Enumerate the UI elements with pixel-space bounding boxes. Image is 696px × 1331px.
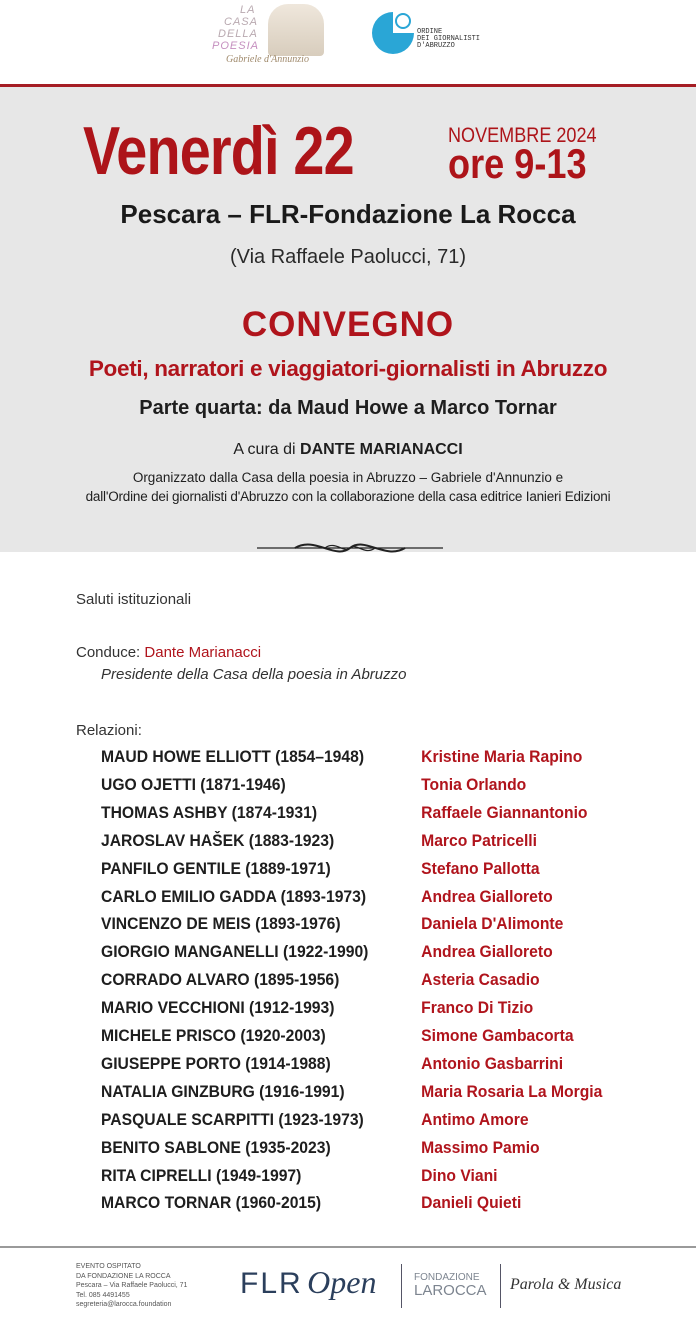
talks-label: Relazioni: bbox=[76, 722, 142, 739]
talk-subject: MICHELE PRISCO (1920-2003) bbox=[101, 1027, 326, 1045]
event-day: Venerdì 22 bbox=[83, 113, 354, 189]
talk-speaker: Maria Rosaria La Morgia bbox=[421, 1082, 603, 1101]
logo-subtitle: Gabriele d'Annunzio bbox=[226, 54, 309, 65]
talk-row bbox=[101, 1082, 603, 1102]
footer-info-line: Tel. 085 4491455 bbox=[76, 1291, 130, 1299]
footer-info-line: Pescara – Via Raffaele Paolucci, 71 bbox=[76, 1282, 188, 1289]
talk-row bbox=[101, 1027, 574, 1046]
talk-row bbox=[101, 803, 588, 823]
event-month-year: NOVEMBRE 2024 bbox=[448, 124, 597, 147]
organizers-line: dall'Ordine dei giornalisti d'Abruzzo con la collaborazione della casa editrice Ianieri Edizioni bbox=[85, 489, 611, 504]
talk-row bbox=[101, 971, 540, 990]
talk-speaker: Andrea Gialloreto bbox=[421, 887, 553, 906]
talk-subject: GIUSEPPE PORTO (1914-1988) bbox=[101, 1054, 331, 1073]
talk-subject: MARCO TORNAR (1960-2015) bbox=[101, 1194, 322, 1213]
host-role: Presidente della Casa della poesia in Abruzzo bbox=[101, 666, 407, 683]
talk-speaker: Dino Viani bbox=[421, 1166, 498, 1185]
talk-speaker: Andrea Gialloreto bbox=[421, 943, 553, 962]
talk-row bbox=[101, 1138, 540, 1158]
talk-row bbox=[101, 1194, 522, 1213]
talk-row bbox=[101, 887, 553, 907]
event-type: CONVEGNO bbox=[241, 305, 455, 344]
talk-speaker: Daniela D'Alimonte bbox=[421, 915, 564, 934]
logo-text: LA bbox=[240, 4, 256, 16]
talk-speaker: Tonia Orlando bbox=[421, 775, 527, 794]
talk-subject: CARLO EMILIO GADDA (1893-1973) bbox=[101, 887, 367, 906]
event-subtitle: Parte quarta: da Maud Howe a Marco Tornar bbox=[139, 397, 557, 419]
talk-subject: UGO OJETTI (1871-1946) bbox=[101, 775, 286, 794]
logo-separator bbox=[401, 1264, 402, 1308]
logo-text: DELLA bbox=[218, 28, 258, 40]
parola-musica-logo: Parola & Musica bbox=[510, 1276, 622, 1293]
flr-open-logo bbox=[240, 1264, 376, 1301]
curator-name: DANTE MARIANACCI bbox=[300, 441, 463, 458]
talk-row bbox=[101, 1166, 498, 1186]
ordine-giornalisti-logo bbox=[372, 12, 502, 57]
talk-row bbox=[101, 915, 564, 934]
talk-row bbox=[101, 943, 553, 962]
event-title: Poeti, narratori e viaggiatori-giornalisti in Abruzzo bbox=[88, 356, 608, 381]
footer-divider bbox=[0, 1246, 696, 1248]
talk-subject: VINCENZO DE MEIS (1893-1976) bbox=[101, 915, 341, 934]
talk-subject: THOMAS ASHBY (1874-1931) bbox=[101, 803, 318, 822]
curator bbox=[0, 441, 696, 459]
logo-text: D'ABRUZZO bbox=[417, 42, 455, 50]
event-address: (Via Raffaele Paolucci, 71) bbox=[229, 246, 467, 268]
fondazione-larocca-logo bbox=[414, 1272, 487, 1299]
curator-prefix: A cura di bbox=[233, 441, 301, 458]
footer-info-line: segreteria@larocca.foundation bbox=[76, 1301, 172, 1308]
talk-speaker: Danieli Quieti bbox=[421, 1194, 522, 1213]
organizers-line: Organizzato dalla Casa della poesia in Abruzzo – Gabriele d'Annunzio e bbox=[132, 470, 564, 485]
talk-speaker: Marco Patricelli bbox=[421, 831, 538, 850]
logo-text: ORDINE bbox=[417, 28, 443, 36]
talk-speaker: Stefano Pallotta bbox=[421, 859, 540, 878]
logo-text: CASA bbox=[224, 16, 258, 28]
talk-subject: BENITO SABLONE (1935-2023) bbox=[101, 1138, 331, 1157]
host-label: Conduce: bbox=[76, 644, 145, 661]
logo-text: DEI GIORNALISTI bbox=[417, 35, 481, 43]
larocca-text: LAROCCA bbox=[414, 1282, 487, 1299]
talk-subject: JAROSLAV HAŠEK (1883-1923) bbox=[101, 831, 335, 850]
host-name: Dante Marianacci bbox=[144, 644, 262, 661]
event-time: ore 9-13 bbox=[448, 140, 587, 187]
talk-subject: MAUD HOWE ELLIOTT (1854–1948) bbox=[101, 748, 365, 766]
talk-speaker: Massimo Pamio bbox=[421, 1138, 540, 1157]
talk-subject: MARIO VECCHIONI (1912-1993) bbox=[101, 999, 335, 1018]
talk-speaker: Raffaele Giannantonio bbox=[421, 803, 588, 822]
talk-subject: PASQUALE SCARPITTI (1923-1973) bbox=[101, 1110, 364, 1129]
open-text: Open bbox=[307, 1264, 377, 1300]
talk-row bbox=[101, 831, 538, 851]
talk-row bbox=[101, 1054, 564, 1074]
flr-text: FLR bbox=[240, 1267, 303, 1300]
talk-row bbox=[101, 775, 527, 795]
event-venue: Pescara – FLR-Fondazione La Rocca bbox=[120, 199, 576, 229]
ornament-divider bbox=[255, 536, 445, 560]
casa-della-poesia-logo bbox=[198, 4, 328, 66]
talk-row bbox=[101, 748, 583, 767]
talk-row bbox=[101, 999, 534, 1018]
logo-text: POESIA bbox=[212, 40, 259, 52]
talk-row bbox=[101, 859, 540, 879]
greetings: Saluti istituzionali bbox=[76, 591, 192, 608]
talk-speaker: Franco Di Tizio bbox=[421, 999, 534, 1018]
talk-speaker: Asteria Casadio bbox=[421, 971, 540, 990]
fondazione-text: FONDAZIONE bbox=[414, 1272, 480, 1283]
talk-subject: NATALIA GINZBURG (1916-1991) bbox=[101, 1082, 345, 1101]
talk-subject: CORRADO ALVARO (1895-1956) bbox=[101, 971, 340, 990]
talk-subject: PANFILO GENTILE (1889-1971) bbox=[101, 859, 331, 878]
footer-info-line: EVENTO OSPITATO bbox=[76, 1263, 141, 1270]
talk-speaker: Simone Gambacorta bbox=[421, 1027, 574, 1045]
talk-row bbox=[101, 1110, 529, 1130]
footer-info bbox=[76, 1262, 187, 1310]
host bbox=[76, 644, 261, 661]
footer-info-line: DA FONDAZIONE LA ROCCA bbox=[76, 1272, 171, 1280]
talk-subject: GIORGIO MANGANELLI (1922-1990) bbox=[101, 943, 369, 962]
talk-subject: RITA CIPRELLI (1949-1997) bbox=[101, 1166, 302, 1185]
portrait-icon bbox=[268, 4, 324, 56]
talk-speaker: Antimo Amore bbox=[421, 1110, 529, 1129]
talk-speaker: Kristine Maria Rapino bbox=[421, 748, 583, 766]
talk-speaker: Antonio Gasbarrini bbox=[421, 1054, 564, 1073]
logo-separator bbox=[500, 1264, 501, 1308]
